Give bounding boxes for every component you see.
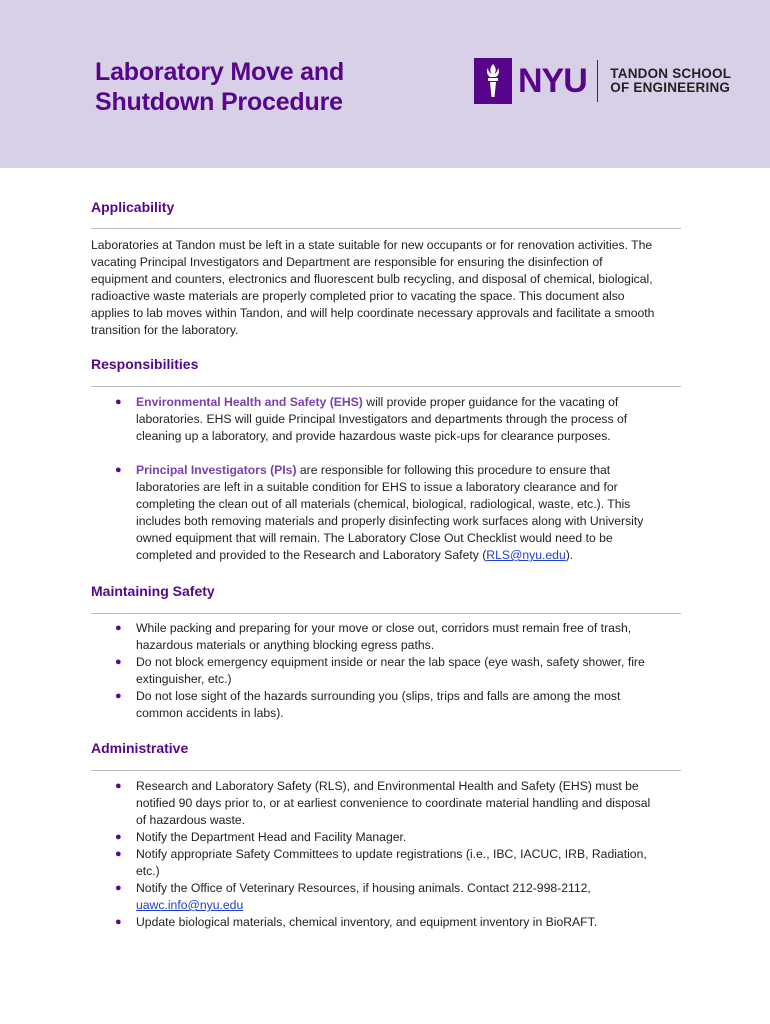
uawc-email-link[interactable]: uawc.info@nyu.edu (136, 898, 244, 912)
responsibilities-list-2 (91, 462, 681, 564)
maintaining-safety-list (91, 620, 681, 722)
list-item: ● Notify the Department Head and Facility Manager. (115, 830, 407, 844)
page-header (0, 0, 770, 168)
bullet-icon: ● (115, 396, 122, 408)
responsibilities-heading: Responsibilities (91, 356, 199, 372)
bullet-icon: ● (115, 464, 122, 476)
bullet-icon: ● (115, 780, 122, 792)
administrative-list (91, 778, 681, 931)
applicability-paragraph: Laboratories at Tandon must be left in a state suitable for new occupants or for renovation activities. The vacating Principal Investigators and Department are responsible for ensuring the disinfection of equipment and counters, electronics and fluorescent bulb recycling, and disposal of chemical, biological, radioactive waste materials are properly completed prior to vacating the space. This document also applies to lab moves within Tandon, and will help coordinate necessary approvals and facilitate a smooth transition for the laboratory. (91, 238, 655, 337)
bullet-icon: ● (115, 622, 122, 634)
list-item: ● Do not block emergency equipment inside or near the lab space (eye wash, safety shower, fire extinguisher, etc.) (115, 655, 645, 686)
nyu-tandon-logo (474, 58, 731, 104)
bullet-icon: ● (115, 848, 122, 860)
bullet-icon: ● (115, 690, 122, 702)
bullet-icon: ● (115, 916, 122, 928)
nyu-wordmark: NYU (518, 62, 587, 100)
list-item: ● Update biological materials, chemical inventory, and equipment inventory in BioRAFT. (115, 915, 598, 929)
list-item: ● Principal Investigators (PIs) are responsible for following this procedure to ensure that laboratories are left in a suitable condition for EHS to issue a laboratory clearance and for completing the clean out of all materials (chemical, biological, radiological, waste, etc.). This includes both removing materials and properly disinfecting work surfaces along with University owned equipment that will remain. The Laboratory Close Out Checklist would need to be completed and provided to the Research and Laboratory Safety (RLS@nyu.edu). (115, 463, 644, 562)
maintaining-safety-heading: Maintaining Safety (91, 583, 215, 599)
section-divider (91, 613, 681, 614)
responsibilities-list (91, 394, 681, 445)
bullet-icon: ● (115, 882, 122, 894)
nyu-torch-icon (474, 58, 512, 104)
list-item: ● Environmental Health and Safety (EHS) will provide proper guidance for the vacating of laboratories. EHS will guide Principal Investigators and departments through the process of cleaning up a laboratory, and provide hazardous waste pick-ups for clearance purposes. (115, 395, 628, 443)
pis-label: Principal Investigators (PIs) (136, 463, 297, 477)
list-item: ● While packing and preparing for your move or close out, corridors must remain free of trash, hazardous materials or anything blocking egress paths. (115, 621, 632, 652)
bullet-icon: ● (115, 656, 122, 668)
rls-email-link[interactable]: RLS@nyu.edu (486, 548, 566, 562)
list-item: ● Do not lose sight of the hazards surrounding you (slips, trips and falls are among the most common accidents in labs). (115, 689, 621, 720)
list-item: ● Research and Laboratory Safety (RLS), and Environmental Health and Safety (EHS) must be notified 90 days prior to, or at earliest convenience to coordinate material handling and disposal of hazardous waste. (115, 779, 651, 827)
school-name: TANDON SCHOOL OF ENGINEERING (610, 66, 732, 95)
document-title: Laboratory Move and Shutdown Procedure (95, 58, 345, 116)
applicability-heading: Applicability (91, 199, 175, 215)
section-divider (91, 770, 681, 771)
list-item: ● Notify the Office of Veterinary Resources, if housing animals. Contact 212-998-2112, uawc.info@nyu.edu (115, 881, 591, 912)
logo-divider (597, 60, 599, 102)
bullet-icon: ● (115, 831, 122, 843)
section-divider (91, 386, 681, 387)
administrative-heading: Administrative (91, 740, 189, 756)
section-divider (91, 228, 681, 229)
ehs-label: Environmental Health and Safety (EHS) (136, 395, 363, 409)
list-item: ● Notify appropriate Safety Committees to update registrations (i.e., IBC, IACUC, IRB, Radiation, etc.) (115, 847, 647, 878)
